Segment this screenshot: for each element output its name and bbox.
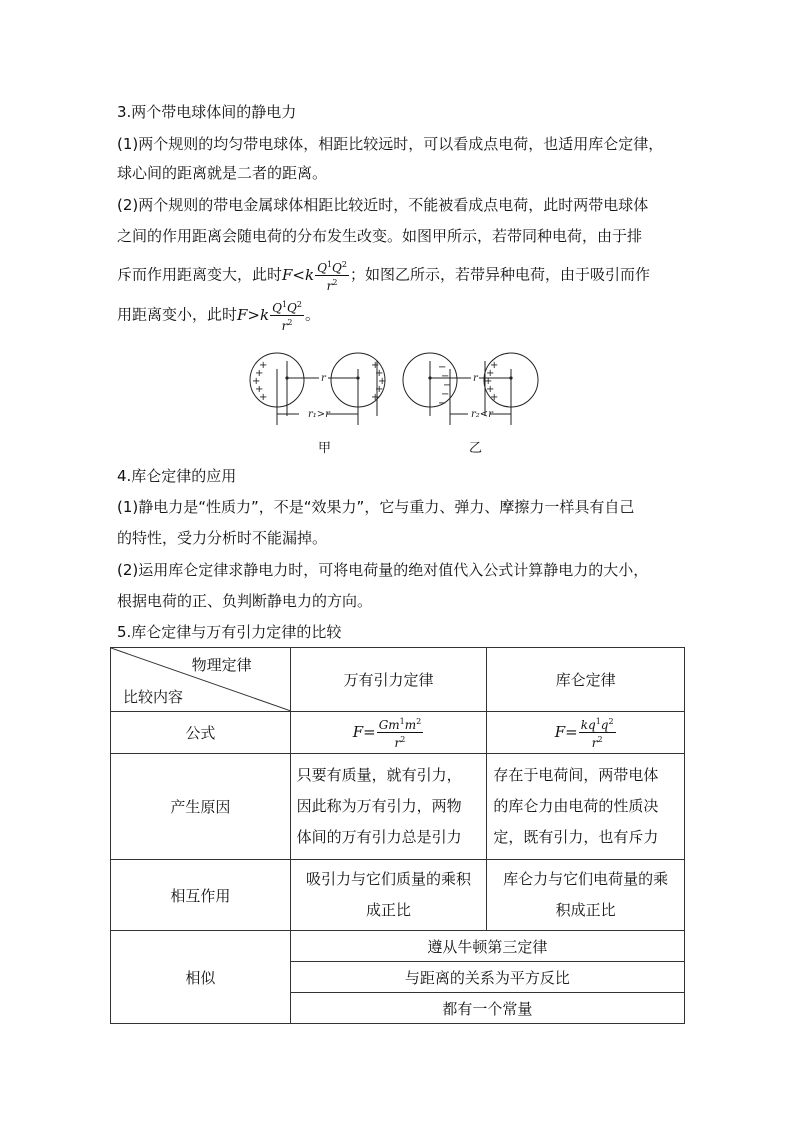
comparison-table — [110, 647, 685, 1024]
similar-item: 都有一个常量 — [290, 993, 684, 1024]
fraction-numerator: $kq^1q^2$ — [580, 717, 614, 732]
svg-text:+: + — [375, 368, 384, 379]
cell-line: 库仑力与它们电荷量的乘 — [503, 870, 669, 888]
svg-text:+: + — [378, 376, 387, 387]
subscript-1: 1 — [326, 260, 333, 269]
svg-text:+: + — [490, 392, 499, 403]
svg-text:+: + — [255, 384, 264, 395]
caption-jia: 甲 — [318, 441, 332, 456]
label-r-left: r — [321, 373, 326, 384]
cause-coulomb — [487, 754, 685, 860]
fraction-denominator — [270, 316, 304, 333]
table-header-row — [111, 648, 685, 712]
fraction-numerator — [315, 258, 349, 276]
table-row-formula — [111, 712, 685, 754]
table-row-similar-1 — [111, 931, 685, 962]
svg-text:−: − — [443, 380, 452, 391]
section3-p2-line4 — [117, 298, 320, 333]
svg-text:+: + — [486, 368, 495, 379]
fraction-denominator: $r^2$ — [591, 735, 603, 750]
svg-text:+: + — [486, 384, 495, 395]
label-r-right: r — [473, 373, 478, 384]
exponent-2: 2 — [332, 278, 338, 287]
cell-line: 体间的万有引力总是引力 — [296, 828, 462, 846]
section4-p2-line2: 根据电荷的正、负判断静电力的方向。 — [117, 592, 373, 610]
section4-p2-line1: (2)运用库仑定律求静电力时，可将电荷量的绝对值代入公式计算静电力的大小， — [117, 561, 649, 579]
svg-text:+: + — [371, 392, 380, 403]
formula-coulomb — [487, 712, 685, 754]
svg-text:−: − — [438, 362, 447, 373]
svg-text:−: − — [441, 371, 450, 382]
formula-gravitation — [290, 712, 487, 754]
numerator-kq: kq — [580, 718, 596, 732]
row-label-interaction: 相互作用 — [111, 860, 291, 931]
numerator-gm: Gm — [378, 718, 400, 732]
formula-lhs: F<k — [282, 265, 315, 284]
numerator-q1: Q — [272, 301, 282, 315]
fraction-numerator — [270, 298, 304, 316]
section3-p1-line2: 球心间的距离就是二者的距离。 — [117, 164, 328, 182]
fraction-numerator: $Gm^1m^2$ — [378, 717, 422, 732]
svg-text:+: + — [484, 376, 493, 387]
cell-line: 积成正比 — [555, 901, 616, 919]
sphere-diagram-svg — [245, 347, 555, 457]
cell-line: 因此称为万有引力，两物 — [296, 797, 462, 815]
interaction-gravitation — [290, 860, 487, 931]
text-fragment: ；如图乙所示，若带异种电荷，由于吸引而作 — [349, 265, 650, 284]
formula-greater — [237, 300, 305, 333]
caption-yi: 乙 — [469, 441, 483, 456]
denominator-r: r — [394, 736, 401, 750]
svg-text:+: + — [259, 392, 268, 403]
svg-text:+: + — [490, 360, 499, 371]
table-row-interaction — [111, 860, 685, 931]
corner-top-label: 物理定律 — [191, 656, 252, 674]
sphere-diagram — [245, 347, 555, 457]
section4-heading: 4.库仑定律的应用 — [117, 467, 237, 485]
svg-text:−: − — [441, 389, 450, 400]
section4-p1-line1: (1)静电力是“性质力”，不是“效果力”，它与重力、弹力、摩擦力一样具有自己 — [117, 498, 635, 516]
formula-lhs: F= — [554, 722, 578, 741]
table-row-cause — [111, 754, 685, 860]
denominator-r: r — [591, 736, 598, 750]
corner-bottom-label: 比较内容 — [123, 688, 184, 706]
svg-text:−: − — [438, 398, 447, 409]
formula-lhs: F= — [352, 722, 376, 741]
label-r2-lt-r: r₂<r — [471, 409, 493, 420]
fraction — [377, 715, 424, 750]
svg-text:+: + — [252, 376, 261, 387]
col-header-coulomb: 库仑定律 — [487, 648, 685, 712]
similar-item: 与距离的关系为平方反比 — [290, 962, 684, 993]
cell-line: 只要有质量，就有引力， — [296, 766, 462, 784]
label-r1-gt-r: r₁>r — [308, 409, 330, 420]
row-label-cause: 产生原因 — [111, 754, 291, 860]
formula-less — [282, 260, 350, 293]
fraction — [270, 298, 304, 333]
svg-text:+: + — [375, 384, 384, 395]
cell-line: 的库仑力由电荷的性质决 — [493, 797, 659, 815]
subscript-2: 2 — [296, 300, 302, 309]
section3-p2-line1: (2)两个规则的带电金属球体相距比较近时，不能被看成点电荷，此时两带电球体 — [117, 196, 649, 214]
numerator-q1: Q — [317, 261, 327, 275]
svg-text:+: + — [371, 360, 380, 371]
section3-p2-line2: 之间的作用距离会随电荷的分布发生改变。如图甲所示，若带同种电荷，由于排 — [117, 227, 643, 245]
section3-heading: 3.两个带电球体间的静电力 — [117, 103, 297, 121]
col-header-gravitation: 万有引力定律 — [290, 648, 487, 712]
section4-p1-line2: 的特性，受力分析时不能漏掉。 — [117, 529, 328, 547]
corner-cell — [111, 648, 291, 712]
formula-lhs: F>k — [237, 305, 270, 324]
similar-item: 遵从牛顿第三定律 — [290, 931, 684, 962]
text-fragment: 用距离变小，此时 — [117, 305, 238, 324]
fraction — [315, 258, 349, 293]
section5-heading: 5.库仑定律与万有引力定律的比较 — [117, 623, 342, 641]
denominator-r: r — [326, 279, 333, 293]
interaction-coulomb — [487, 860, 685, 931]
svg-text:+: + — [259, 360, 268, 371]
cause-gravitation — [290, 754, 487, 860]
subscript-1: 1 — [281, 300, 288, 309]
exponent-2: 2 — [287, 318, 293, 327]
cell-line: 存在于电荷间，两带电体 — [493, 766, 659, 784]
numerator-q2: Q — [287, 301, 297, 315]
denominator-r: r — [281, 319, 288, 333]
numerator-q2: Q — [332, 261, 342, 275]
svg-text:+: + — [255, 368, 264, 379]
fraction-denominator: $r^2$ — [394, 735, 406, 750]
cell-line: 定，既有引力，也有斥力 — [493, 828, 659, 846]
row-label-formula: 公式 — [111, 712, 291, 754]
row-label-similar: 相似 — [111, 931, 291, 1024]
section3-p1-line1: (1)两个规则的均匀带电球体，相距比较远时，可以看成点电荷，也适用库仑定律， — [117, 135, 664, 153]
cell-line: 吸引力与它们质量的乘积 — [305, 870, 471, 888]
fraction — [579, 715, 616, 750]
section3-p2-line3 — [117, 258, 650, 293]
cell-line: 成正比 — [365, 901, 411, 919]
fraction-denominator — [315, 276, 349, 293]
text-fragment: 。 — [304, 305, 320, 324]
subscript-2: 2 — [341, 260, 347, 269]
text-fragment: 斥而作用距离变大，此时 — [117, 265, 283, 284]
